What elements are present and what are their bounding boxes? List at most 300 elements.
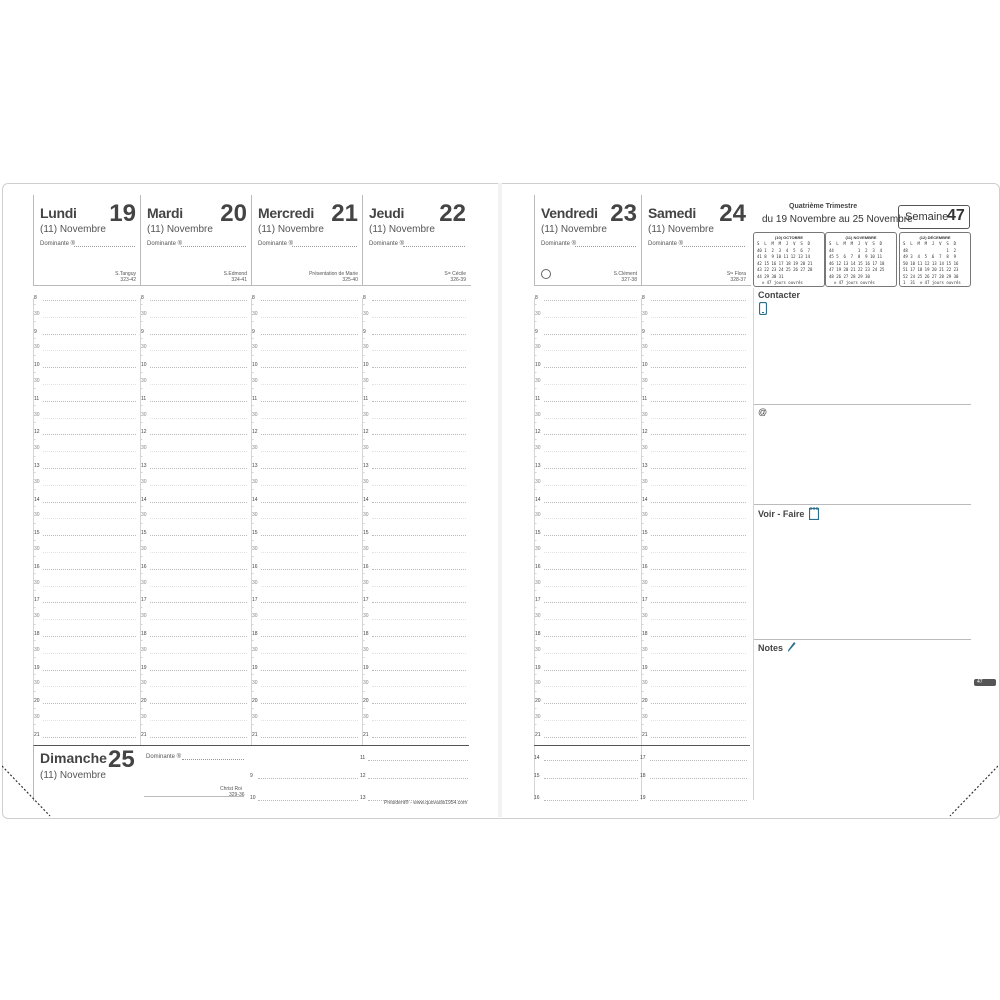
right-extra-hour-line	[650, 760, 747, 761]
week-label: Semaine	[905, 211, 949, 223]
hour-label: 21	[535, 731, 541, 738]
half-hour-line	[544, 418, 637, 419]
mini-calendar-row: S L M M J V S D	[829, 241, 882, 246]
half-hour-line	[544, 485, 637, 486]
day-name: Jeudi	[369, 205, 405, 221]
half-hour-mark: -	[535, 520, 537, 527]
hour-line	[43, 434, 136, 435]
day-number: 21	[331, 200, 358, 227]
day-code: 328-37	[730, 277, 746, 283]
hour-line	[150, 737, 247, 738]
hour-label: 9	[363, 328, 366, 335]
half-hour-line	[651, 418, 746, 419]
half-hour-line	[150, 586, 247, 587]
hour-line	[150, 334, 247, 335]
mini-calendar-row: 42 15 16 17 18 19 20 21	[757, 260, 813, 266]
half-hour-mark: -	[252, 672, 254, 678]
half-hour-mark: 30	[252, 445, 258, 452]
half-hour-mark: -	[642, 537, 644, 544]
dominante-label: Dominante ®	[648, 241, 684, 247]
hour-line	[544, 670, 637, 671]
half-hour-mark: 30	[141, 646, 147, 653]
hour-label: 16	[34, 563, 40, 570]
saint-text: S.Clément	[613, 271, 637, 277]
mini-calendar-row: 52 24 25 26 27 28 29 30	[903, 273, 959, 279]
half-hour-line	[261, 720, 358, 721]
half-hour-line	[544, 552, 637, 553]
hour-line	[651, 703, 746, 704]
half-hour-mark: 30	[642, 310, 648, 317]
half-hour-mark: 30	[34, 613, 40, 620]
half-hour-line	[372, 619, 466, 620]
half-hour-line	[651, 485, 746, 486]
half-hour-mark: -	[642, 319, 644, 326]
half-hour-mark: 30	[252, 411, 258, 418]
half-hour-line	[43, 451, 136, 452]
half-hour-mark: -	[363, 655, 365, 662]
contacter-section	[753, 288, 971, 405]
half-hour-line	[261, 317, 358, 318]
half-hour-mark: 30	[642, 714, 648, 720]
half-hour-mark: -	[252, 520, 254, 527]
right-extra-hour-line	[544, 778, 638, 779]
half-hour-mark: -	[642, 722, 644, 729]
half-hour-mark: -	[141, 336, 143, 342]
half-hour-mark: 30	[363, 714, 369, 720]
half-hour-line	[544, 619, 637, 620]
hour-label: 8	[363, 295, 366, 301]
hour-line	[544, 535, 637, 536]
hour-label: 9	[34, 328, 37, 335]
half-hour-mark: -	[141, 655, 143, 662]
day-name: Samedi	[648, 205, 696, 221]
hour-label: 21	[141, 731, 147, 738]
mini-calendar-row: 46 12 13 14 15 16 17 18	[829, 260, 885, 266]
sunday-dominante: Dominante ®	[146, 754, 182, 760]
half-hour-mark: -	[535, 504, 537, 510]
hour-line	[261, 300, 358, 301]
half-hour-line	[372, 653, 466, 654]
hour-line	[372, 502, 466, 503]
hour-line	[150, 300, 247, 301]
half-hour-mark: -	[141, 604, 143, 611]
hour-label: 21	[34, 731, 40, 738]
hour-line	[43, 300, 136, 301]
hour-label: 16	[642, 563, 648, 570]
half-hour-line	[150, 686, 247, 687]
hour-label: 20	[363, 698, 369, 705]
hour-line	[43, 670, 136, 671]
half-hour-mark: 30	[141, 478, 147, 485]
half-hour-mark: 30	[535, 445, 541, 452]
half-hour-mark: 30	[363, 344, 369, 351]
hour-label: 16	[252, 563, 258, 570]
day-code: 327-38	[621, 277, 637, 283]
hour-label: 19	[363, 664, 369, 671]
hour-line	[261, 535, 358, 536]
half-hour-mark: 30	[642, 680, 648, 687]
half-hour-mark: -	[141, 638, 143, 645]
hour-label: 8	[141, 295, 144, 301]
half-hour-mark: -	[34, 420, 36, 426]
half-hour-mark: -	[535, 369, 537, 376]
half-hour-mark: 30	[535, 646, 541, 653]
right-extra-hour-label: 15	[534, 773, 540, 779]
hour-label: 12	[363, 429, 369, 436]
half-hour-line	[150, 418, 247, 419]
half-hour-mark: -	[141, 554, 143, 561]
half-hour-line	[544, 586, 637, 587]
half-hour-mark: 30	[252, 546, 258, 552]
half-hour-mark: -	[535, 705, 537, 712]
half-hour-mark: -	[642, 420, 644, 426]
half-hour-mark: -	[535, 688, 537, 695]
half-hour-mark: 30	[535, 411, 541, 418]
half-hour-mark: -	[34, 554, 36, 561]
hour-line	[150, 636, 247, 637]
hour-line	[544, 636, 637, 637]
half-hour-mark: -	[141, 722, 143, 729]
footer-credit: Président® - www.quovadis1954.com	[384, 800, 468, 806]
half-hour-mark: -	[34, 655, 36, 662]
half-hour-mark: 30	[34, 445, 40, 452]
half-hour-mark: -	[642, 336, 644, 342]
half-hour-mark: -	[252, 571, 254, 578]
half-hour-mark: -	[34, 621, 36, 628]
hour-line	[651, 670, 746, 671]
half-hour-line	[651, 586, 746, 587]
day-name: Lundi	[40, 205, 77, 221]
hour-line	[43, 535, 136, 536]
half-hour-mark: 30	[141, 714, 147, 720]
half-hour-mark: 30	[642, 646, 648, 653]
half-hour-mark: -	[535, 487, 537, 494]
hour-label: 15	[535, 530, 541, 537]
half-hour-mark: 30	[363, 310, 369, 317]
hour-line	[544, 334, 637, 335]
half-hour-line	[651, 653, 746, 654]
half-hour-mark: -	[535, 352, 537, 359]
half-hour-mark: -	[642, 554, 644, 561]
hour-label: 18	[642, 631, 648, 637]
half-hour-mark: -	[34, 520, 36, 527]
day-code: 326-39	[450, 277, 466, 283]
half-hour-mark: 30	[34, 546, 40, 552]
hour-label: 16	[535, 563, 541, 570]
hour-label: 12	[34, 429, 40, 436]
half-hour-mark: 30	[535, 546, 541, 552]
sunday-dominante-line	[182, 759, 244, 760]
half-hour-mark: -	[34, 537, 36, 544]
hour-label: 8	[252, 295, 255, 301]
notepad-icon	[809, 507, 819, 520]
day-header-samedi	[641, 195, 751, 286]
half-hour-mark: -	[363, 722, 365, 729]
half-hour-line	[372, 418, 466, 419]
hour-label: 14	[252, 496, 258, 503]
day-name: Mercredi	[258, 205, 314, 221]
sunday-hour-label: 9	[250, 773, 253, 779]
half-hour-mark: -	[535, 336, 537, 342]
half-hour-line	[261, 552, 358, 553]
half-hour-mark: -	[141, 571, 143, 578]
half-hour-mark: 30	[535, 714, 541, 720]
half-hour-line	[372, 485, 466, 486]
hour-line	[261, 367, 358, 368]
sunday-divider	[534, 745, 750, 746]
hour-line	[261, 602, 358, 603]
hour-line	[544, 737, 637, 738]
half-hour-line	[43, 686, 136, 687]
hour-line	[544, 367, 637, 368]
half-hour-line	[261, 350, 358, 351]
sunday-name: Dimanche	[40, 750, 107, 766]
half-hour-mark: -	[363, 571, 365, 578]
half-hour-mark: 30	[642, 344, 648, 351]
hour-label: 13	[141, 463, 147, 469]
hour-label: 10	[535, 362, 541, 369]
dominante-label: Dominante ®	[147, 241, 183, 247]
half-hour-mark: -	[141, 470, 143, 477]
hour-line	[651, 401, 746, 402]
half-hour-mark: -	[34, 588, 36, 594]
half-hour-line	[261, 451, 358, 452]
at-icon: @	[758, 407, 768, 417]
right-extra-hour-line	[650, 800, 747, 801]
half-hour-mark: -	[642, 705, 644, 712]
half-hour-mark: -	[642, 487, 644, 494]
half-hour-mark: -	[252, 302, 254, 309]
half-hour-mark: -	[34, 604, 36, 611]
corner-elastic-left	[2, 762, 52, 818]
half-hour-mark: 30	[642, 378, 648, 384]
half-hour-mark: 30	[34, 310, 40, 317]
half-hour-mark: -	[642, 520, 644, 527]
hour-line	[651, 334, 746, 335]
saint-name	[614, 271, 637, 283]
half-hour-mark: 30	[141, 613, 147, 620]
half-hour-mark: -	[252, 403, 254, 410]
dominante-line	[575, 246, 636, 247]
hour-label: 19	[34, 664, 40, 671]
voir-faire-title: Voir - Faire	[758, 509, 805, 519]
hour-label: 19	[252, 664, 258, 671]
half-hour-mark: -	[141, 436, 143, 443]
hour-label: 16	[141, 563, 147, 570]
half-hour-mark: -	[535, 470, 537, 477]
half-hour-line	[150, 350, 247, 351]
hour-line	[150, 401, 247, 402]
hour-line	[150, 670, 247, 671]
day-name: Mardi	[147, 205, 183, 221]
half-hour-mark: -	[642, 504, 644, 510]
half-hour-mark: -	[34, 302, 36, 309]
hour-line	[372, 401, 466, 402]
half-hour-mark: -	[252, 336, 254, 342]
half-hour-mark: -	[141, 369, 143, 376]
hour-line	[544, 468, 637, 469]
hour-label: 19	[642, 664, 648, 671]
hour-label: 20	[141, 698, 147, 705]
half-hour-mark: 30	[252, 344, 258, 351]
mini-calendar-title: (10) OCTOBRE	[774, 235, 804, 240]
half-hour-mark: -	[34, 705, 36, 712]
voir-faire-section	[753, 504, 971, 640]
day-month: (11) Novembre	[369, 224, 435, 235]
mini-calendar-row: 1 31 ⊙ 47 jours ouvrés	[903, 280, 961, 285]
right-extra-hour-line	[544, 800, 638, 801]
hour-label: 9	[535, 328, 538, 335]
half-hour-line	[261, 384, 358, 385]
half-hour-mark: -	[363, 588, 365, 594]
right-extra-hour-label: 14	[534, 755, 540, 761]
half-hour-mark: 30	[141, 512, 147, 519]
half-hour-mark: -	[252, 688, 254, 695]
half-hour-mark: -	[34, 470, 36, 477]
half-hour-mark: -	[535, 386, 537, 393]
half-hour-mark: 30	[363, 579, 369, 586]
half-hour-mark: 30	[363, 680, 369, 687]
phone-icon	[759, 302, 767, 315]
right-extra-hour-line	[544, 760, 638, 761]
half-hour-mark: -	[363, 336, 365, 342]
half-hour-mark: -	[252, 386, 254, 393]
half-hour-line	[261, 518, 358, 519]
half-hour-mark: 30	[141, 445, 147, 452]
hour-label: 14	[363, 496, 369, 503]
right-extra-hour-label: 17	[640, 755, 646, 761]
half-hour-mark: 30	[642, 445, 648, 452]
hour-label: 11	[252, 395, 258, 402]
half-hour-mark: -	[642, 571, 644, 578]
half-hour-line	[372, 720, 466, 721]
half-hour-mark: -	[363, 537, 365, 544]
hour-label: 10	[252, 362, 258, 369]
sunday-hour-line	[258, 778, 358, 779]
half-hour-line	[372, 384, 466, 385]
hour-label: 17	[535, 597, 541, 604]
half-hour-line	[150, 485, 247, 486]
half-hour-mark: 30	[252, 310, 258, 317]
half-hour-mark: -	[363, 487, 365, 494]
mini-calendar-row: 48 26 27 28 29 30	[829, 273, 870, 279]
half-hour-mark: -	[252, 705, 254, 712]
half-hour-mark: -	[34, 672, 36, 678]
half-hour-mark: -	[141, 672, 143, 678]
half-hour-mark: -	[363, 520, 365, 527]
hour-label: 15	[141, 530, 147, 537]
half-hour-mark: -	[642, 453, 644, 460]
right-extra-hour-label: 16	[534, 795, 540, 801]
day-number: 23	[610, 200, 637, 227]
half-hour-line	[43, 418, 136, 419]
hour-label: 19	[141, 664, 147, 671]
mini-calendar-row: 44 1 2 3 4	[829, 247, 882, 253]
day-number: 24	[719, 200, 746, 227]
half-hour-mark: 30	[535, 478, 541, 485]
half-hour-mark: 30	[642, 411, 648, 418]
half-hour-mark: -	[642, 688, 644, 695]
hour-label: 10	[34, 362, 40, 369]
half-hour-line	[43, 485, 136, 486]
half-hour-mark: -	[535, 420, 537, 426]
hour-label: 13	[363, 463, 369, 469]
half-hour-mark: 30	[363, 478, 369, 485]
half-hour-mark: -	[363, 302, 365, 309]
hour-label: 18	[535, 631, 541, 637]
hour-line	[261, 434, 358, 435]
half-hour-mark: 30	[642, 512, 648, 519]
half-hour-mark: -	[252, 369, 254, 376]
half-hour-mark: -	[252, 453, 254, 460]
half-hour-mark: -	[642, 672, 644, 678]
quarter-range: du 19 Novembre au 25 Novembre	[762, 214, 913, 225]
hour-label: 17	[642, 597, 648, 604]
mini-calendar-row: S L M M J V S D	[903, 241, 956, 246]
dominante-line	[403, 246, 465, 247]
half-hour-line	[43, 586, 136, 587]
half-hour-mark: -	[642, 369, 644, 376]
mini-calendar-row: 47 19 20 21 22 23 24 25	[829, 267, 885, 272]
week-tab: 47	[974, 679, 996, 686]
dominante-label: Dominante ®	[40, 241, 76, 247]
half-hour-mark: -	[252, 352, 254, 359]
half-hour-mark: 30	[141, 378, 147, 384]
quarter-title: Quatrième Trimestre	[789, 203, 858, 210]
hour-label: 9	[642, 328, 645, 335]
half-hour-mark: -	[141, 420, 143, 426]
page-gutter	[498, 183, 502, 817]
half-hour-mark: -	[363, 504, 365, 510]
half-hour-line	[150, 720, 247, 721]
hour-line	[372, 468, 466, 469]
half-hour-mark: -	[141, 537, 143, 544]
half-hour-line	[43, 350, 136, 351]
day-header-mercredi	[251, 195, 363, 286]
half-hour-line	[544, 384, 637, 385]
half-hour-mark: -	[363, 604, 365, 611]
day-number: 20	[220, 200, 247, 227]
mini-calendar-2	[825, 232, 897, 287]
hour-line	[372, 300, 466, 301]
hour-line	[261, 737, 358, 738]
half-hour-line	[544, 686, 637, 687]
hour-line	[261, 569, 358, 570]
hour-line	[544, 569, 637, 570]
mini-calendar-row: 41 8 9 10 11 12 13 14	[757, 254, 810, 259]
hour-label: 8	[642, 295, 645, 301]
half-hour-mark: -	[535, 537, 537, 544]
hour-line	[651, 300, 746, 301]
half-hour-mark: 30	[141, 344, 147, 351]
hour-line	[43, 334, 136, 335]
half-hour-mark: -	[642, 403, 644, 410]
saint-text: S.Tanguy	[115, 271, 136, 277]
hour-label: 14	[141, 496, 147, 503]
half-hour-mark: -	[252, 722, 254, 729]
half-hour-line	[261, 418, 358, 419]
hour-label: 11	[363, 395, 369, 402]
sunday-hour-line	[258, 800, 358, 801]
half-hour-mark: -	[642, 386, 644, 393]
half-hour-mark: 30	[252, 378, 258, 384]
half-hour-line	[651, 619, 746, 620]
half-hour-mark: -	[141, 386, 143, 393]
half-hour-mark: -	[252, 554, 254, 561]
saint-text: Présentation de Marie	[309, 271, 358, 277]
hour-line	[651, 434, 746, 435]
half-hour-mark: -	[34, 369, 36, 376]
